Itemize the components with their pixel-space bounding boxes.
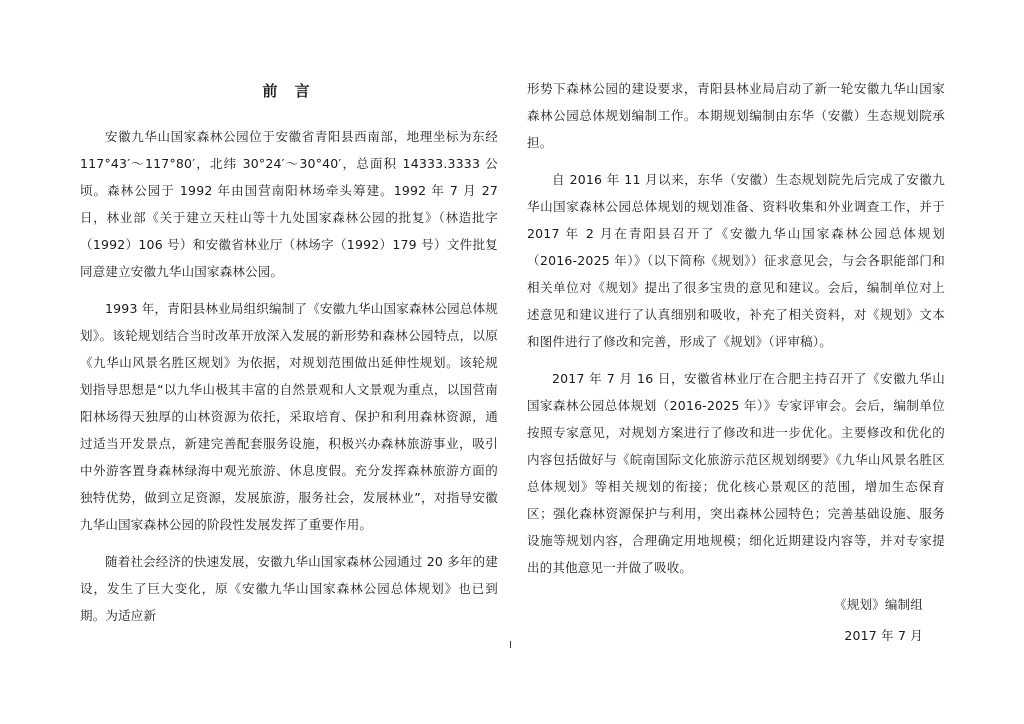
paragraph: 安徽九华山国家森林公园位于安徽省青阳县西南部，地理坐标为东经 117°43′～117°80′，北纬 30°24′～30°40′，总面积 14333.3333 公顷。森林公园于 1992 年由国营南阳林场牵头筹建。1992 年 7 月 27 日，林业部《关于建立天柱山等十九处国家森林公园的批复》（林造批字（1992）106 号）和安徽省林业厅（林场字（1992）179 号）文件批复同意建立安徽九华山国家森林公园。: [80, 129, 498, 279]
paragraph-gap: [80, 538, 498, 548]
paragraph-gap: [527, 355, 945, 365]
title-block: [80, 0, 498, 105]
page-number: I: [509, 640, 512, 651]
paragraph: 1993 年，青阳县林业局组织编制了《安徽九华山国家森林公园总体规划》。该轮规划结合当时改革开放深入发展的新形势和森林公园特点，以原《九华山风景名胜区规划》为依据，对规划范围做出延伸性规划。该轮规划指导思想是“以九华山极其丰富的自然景观和人文景观为重点，以国营南阳林场得天独厚的山林资源为依托，采取培育、保护和利用森林资源，通过适当开发景点，新建完善配套服务设施，积极兴办森林旅游事业，吸引中外游客置身森林绿海中观光旅游、休息度假。充分发挥森林旅游方面的独特优势，做到立足资源，发展旅游，服务社会，发展林业”，对指导安徽九华山国家森林公园的阶段性发展发挥了重要作用。: [80, 301, 498, 532]
paragraph: 2017 年 7 月 16 日，安徽省林业厅在合肥主持召开了《安徽九华山国家森林公园总体规划（2016-2025 年）》专家评审会。会后，编制单位按照专家意见，对规划方案进行了修改和进一步优化。主要修改和优化的内容包括做好与《皖南国际文化旅游示范区规划纲要》《九华山风景名胜区总体规划》等相关规划的衔接；优化核心景观区的范围，增加生态保育区；强化森林资源保护与利用，突出森林公园特色；完善基础设施、服务设施等规划内容，合理确定用地规模；细化近期建设内容等，并对专家提出的其他意见一并做了吸收。: [527, 371, 945, 575]
paragraph-gap: [80, 285, 498, 295]
paragraph: 随着社会经济的快速发展，安徽九华山国家森林公园通过 20 多年的建设，发生了巨大变化，原《安徽九华山国家森林公园总体规划》也已到期。为适应新: [80, 554, 498, 623]
left-column: [80, 0, 498, 629]
paragraph-gap: [527, 156, 945, 166]
right-top-spacer: [527, 0, 945, 75]
paragraph: 自 2016 年 11 月以来，东华（安徽）生态规划院先后完成了安徽九华山国家森林公园总体规划的规划准备、资料收集和外业调查工作，并于 2017 年 2 月在青阳县召开了《安徽九华山国家森林公园总体规划（2016-2025 年）》（以下简称《规划》）征求意见会，与会各职能部门和相关单位对《规划》提出了很多宝贵的意见和建议。会后，编制单位对上述意见和建议进行了认真细别和吸收，补充了相关资料，对《规划》文本和图件进行了修改和完善，形成了《规划》（评审稿）。: [527, 172, 945, 349]
date: 2017 年 7 月: [844, 628, 923, 643]
signature: 《规划》编制组: [834, 597, 923, 612]
paragraph-gap: [527, 581, 945, 591]
right-column: [527, 0, 945, 649]
page-title: 前 言: [262, 82, 316, 100]
paragraph-continuation: 形势下森林公园的建设要求，青阳县林业局启动了新一轮安徽九华山国家森林公园总体规划编制工作。本期规划编制由东华（安徽）生态规划院承担。: [527, 81, 945, 150]
